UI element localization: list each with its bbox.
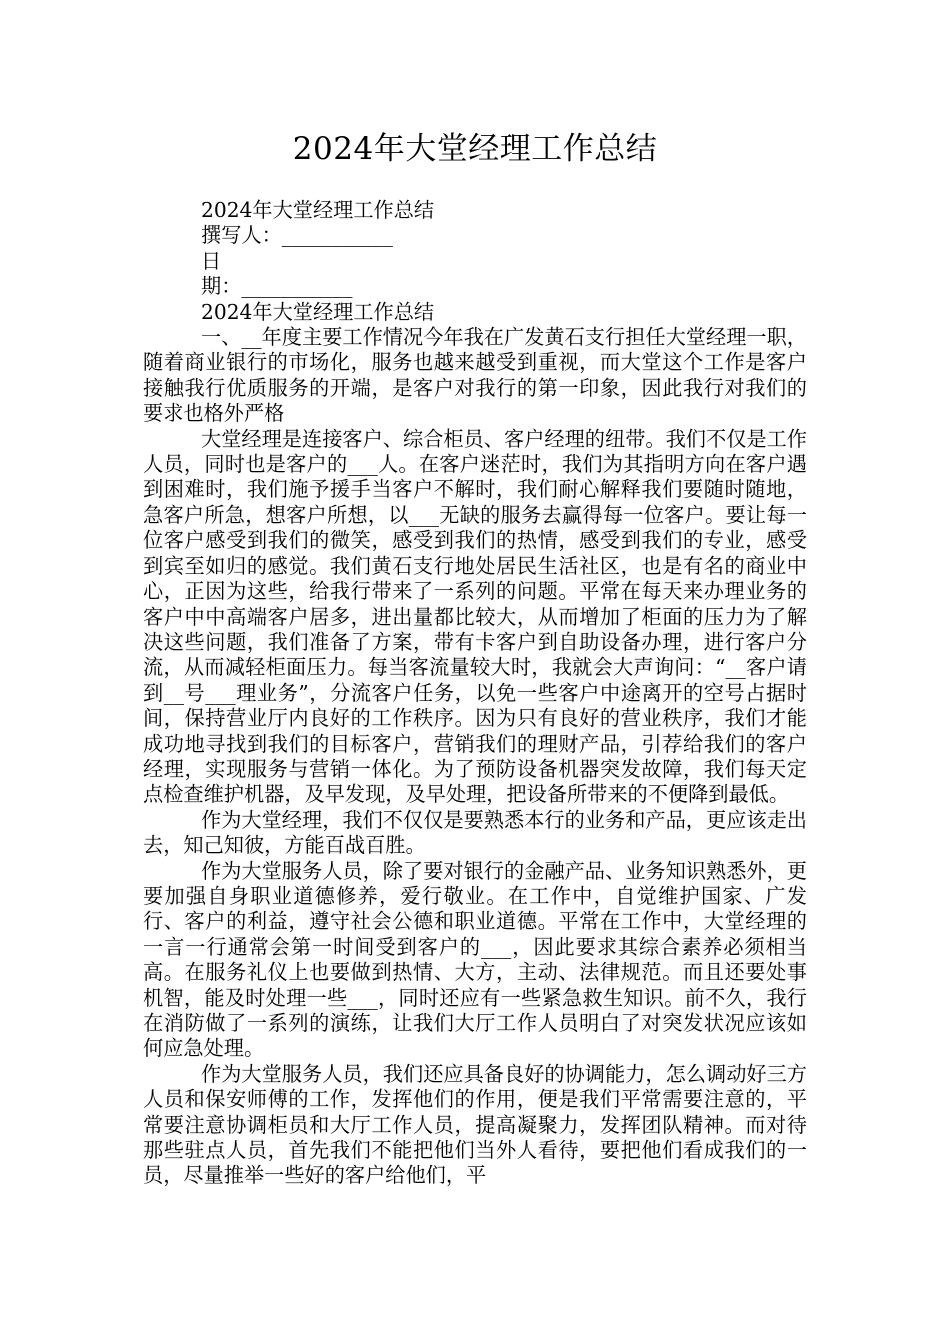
author-line: 撰写人：___________ <box>201 223 393 248</box>
document-title: 2024年大堂经理工作总结 <box>292 131 658 167</box>
paragraph: 一、__年度主要工作情况今年我在广发黄石支行担任大堂经理一职，随着商业银行的市场化，服务也越来越受到重视，而大堂这个工作是客户接触我行优质服务的开端，是客户对我行的第一印象，因此我行对我们的要求也格外严格 <box>143 325 807 426</box>
paragraph: 作为大堂经理，我们不仅仅是要熟悉本行的业务和产品，更应该走出去，知己知彼，方能百战百胜。 <box>143 807 807 858</box>
date-line-value: 期：___________ <box>201 274 353 299</box>
document-subtitle-repeat: 2024年大堂经理工作总结 <box>201 299 435 324</box>
document-body <box>143 198 807 1189</box>
date-line-label: 日 <box>201 248 222 273</box>
paragraph: 大堂经理是连接客户、综合柜员、客户经理的纽带。我们不仅是工作人员，同时也是客户的___人。在客户迷茫时，我们为其指明方向在客户遇到困难时，我们施予援手当客户不解时，我们耐心解释我们要随时随地，急客户所急，想客户所想，以___无缺的服务去赢得每一位客户。要让每一位客户感受到我们的微笑，感受到我们的热情，感受到我们的专业，感受到宾至如归的感觉。我们黄石支行地处居民生活社区，也是有名的商业中心，正因为这些，给我行带来了一系列的问题。平常在每天来办理业务的客户中中高端客户居多，进出量都比较大，从而增加了柜面的压力为了解决这些问题，我们准备了方案，带有卡客户到自助设备办理，进行客户分流，从而减轻柜面压力。每当客流量较大时，我就会大声询问：“__客户请到__号___理业务”，分流客户任务，以免一些客户中途离开的空号占据时间，保持营业厅内良好的工作秩序。因为只有良好的营业秩序，我们才能成功地寻找到我们的目标客户，营销我们的理财产品，引荐给我们的客户经理，实现服务与营销一体化。为了预防设备机器突发故障，我们每天定点检查维护机器，及早发现，及早处理，把设备所带来的不便降到最低。 <box>143 426 807 807</box>
paragraph: 作为大堂服务人员，我们还应具备良好的协调能力，怎么调动好三方人员和保安师傅的工作，发挥他们的作用，便是我们平常需要注意的，平常要注意协调柜员和大厅工作人员，提高凝聚力，发挥团队精神。而对待那些驻点人员，首先我们不能把他们当外人看待，要把他们看成我们的一员，尽量推举一些好的客户给他们，平 <box>143 1061 807 1188</box>
paragraph: 作为大堂服务人员，除了要对银行的金融产品、业务知识熟悉外，更要加强自身职业道德修养，爱行敬业。在工作中，自觉维护国家、广发行、客户的利益，遵守社会公德和职业道德。平常在工作中，大堂经理的一言一行通常会第一时间受到客户的___，因此要求其综合素养必须相当高。在服务礼仪上也要做到热情、大方，主动、法律规范。而且还要处事机智，能及时处理一些___，同时还应有一些紧急救生知识。前不久，我行在消防做了一系列的演练，让我们大厅工作人员明白了对突发状况应该如何应急处理。 <box>143 858 807 1061</box>
document-subtitle: 2024年大堂经理工作总结 <box>201 198 435 222</box>
